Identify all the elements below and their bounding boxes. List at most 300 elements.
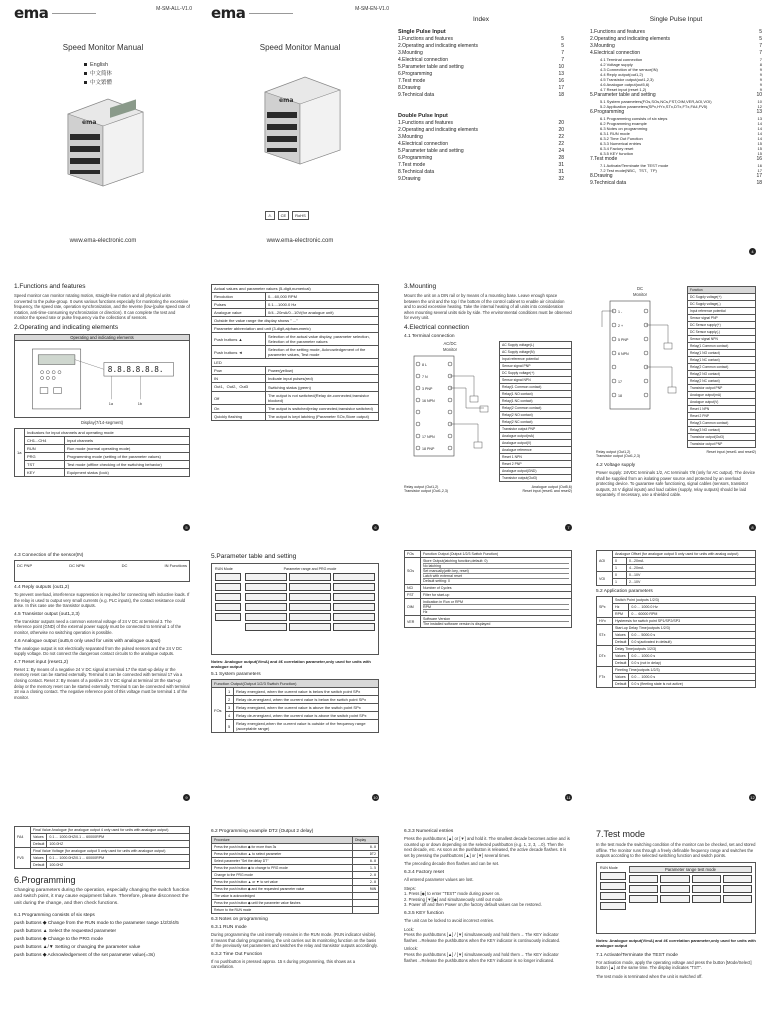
index-entry-page: 22 <box>558 141 564 147</box>
svg-text:16 NPN: 16 NPN <box>422 399 435 404</box>
index-entry[interactable] <box>590 50 762 57</box>
index-entry-title: 6.3.5 KEY function <box>600 151 634 156</box>
index-entry-page: 31 <box>558 162 564 168</box>
legend-row: Relay(1 NO contact) <box>500 390 572 397</box>
index-entry-page: 14 <box>757 131 762 136</box>
table-row: PRG Programming mode (setting of the parameter values) <box>15 452 190 460</box>
table-row: NCI Number of Cycles <box>405 585 572 592</box>
legend-row: Relay(3 Common contact) <box>688 420 756 427</box>
sub-heading: 5.2 Application parameters <box>596 589 653 594</box>
index-entry[interactable] <box>398 176 564 183</box>
svg-text:8 L: 8 L <box>422 363 427 368</box>
section-heading: 5.Parameter table and setting <box>211 553 297 560</box>
diagram-footnote: Relay output (Out1,2) <box>596 450 631 454</box>
diagram-footnote: Reset input (reset1 and reset2) <box>706 450 756 454</box>
analogue-note: Notes: Analogue output(V/mA) and 4€ correlation parameter,only used for units with analogue output <box>211 659 371 669</box>
svg-text:2 +: 2 + <box>618 324 624 329</box>
index-entry-page: 12 <box>757 104 762 109</box>
index-entry-page: 16 <box>558 78 564 84</box>
list-item: 1. Press [◆] to enter "TEST" mode during power on. <box>404 891 501 897</box>
index-entry[interactable] <box>590 43 762 50</box>
index-entry-title: 4.7 Reset input (reset 1,2) <box>600 87 647 92</box>
index-entry-page: 9 <box>759 67 762 72</box>
system-param-table <box>404 550 572 628</box>
index-entry-page: 7 <box>759 57 762 62</box>
index-entry-title: 2.Operating and indicating elements <box>398 43 479 49</box>
cover-page-multilang <box>8 0 198 258</box>
diagram-footnote: Transistor output (Out1,2,3) <box>596 454 641 458</box>
index-entry-page: 31 <box>558 169 564 175</box>
index-entry-page: 18 <box>558 92 564 98</box>
index-entry-title: 7.Test mode <box>398 162 426 168</box>
page-number: 7 <box>565 524 572 531</box>
index-entry-title: 6.3.4 Factory reset <box>600 146 634 151</box>
legend-row: Analogue output(mA) <box>688 392 756 399</box>
legend-row: Analogue output(V) <box>688 399 756 406</box>
index-entry[interactable] <box>398 169 564 176</box>
index-page <box>398 14 564 258</box>
section-heading: 6.Programming <box>14 875 76 885</box>
table-row: Return to the RUN mode <box>212 907 379 914</box>
sub-heading: 4.7 Reset input (reset1,2) <box>14 659 69 665</box>
index-entry-page: 32 <box>558 176 564 182</box>
sub-heading: 4.5 Transistor output (out1,2,3) <box>14 611 80 617</box>
index-entry[interactable] <box>590 36 762 43</box>
index-entry[interactable] <box>398 148 564 155</box>
section-heading: 2.Operating and indicating elements <box>14 323 119 331</box>
index-entry-page: 9 <box>759 72 762 77</box>
sub-heading: 4.3 Connection of the sensor(IN) <box>14 553 84 558</box>
diagram-footnote: Analogue output (Out5,6) <box>531 484 572 489</box>
index-entry-title: 6.2 Programming example <box>600 121 647 126</box>
table-row: 1a Indicators for input channels and operating mode <box>15 428 190 436</box>
table-row: FOs 1 Relay energized, when the current value is below the switch point SPx <box>212 688 379 696</box>
index-entry[interactable] <box>398 57 564 64</box>
table-row: KEY Equipment status (lock) <box>15 468 190 476</box>
index-entry[interactable] <box>398 36 564 43</box>
legend-row: Input reference potential <box>500 355 572 362</box>
page-number: 9 <box>183 794 190 801</box>
index-entry-page: 9 <box>759 87 762 92</box>
application-param-table: SPx Switch Point (outputs 1/2/3) Hz 0.0 ... 1000.0 Hz RPM 0 ... 60000 RPM HYx Hysteresis for switch point SP1/SP2/SP3 STx Start-up Delay Time(outputs 1/2/3) Values 0.0 ... 5000.0 s Default 0.0 s(activated in default) DTx Delay Time(outputs 1/2/3) Values 0.0 ... 1000.0 s Default 0.0 s (not in delay) FTx Fleeting Time(outputs 1/2/3) Values 0.0 ... 1000.0 s Default 0.0 s (fleeting state is not active) <box>596 596 756 688</box>
index-entry-title: 7.2 Test mode(NBC、TST、TP) <box>600 168 657 173</box>
svg-text:1a: 1a <box>108 402 114 407</box>
legend-row: DC Sensor supply(-) <box>688 329 756 336</box>
table-row: Actual values and parameter values (5-digit,numerical) <box>212 285 379 293</box>
single-index-list <box>590 29 762 187</box>
front-panel-drawing <box>15 341 189 415</box>
index-entry-page: 20 <box>558 127 564 133</box>
legend-row: Relay(2 Common contact) <box>500 404 572 411</box>
index-entry-title: 1.Functions and features <box>590 29 646 35</box>
table-row: Out1、Out2、Out3 Switching status (green) <box>212 383 379 392</box>
section-heading: 3.Mounting <box>404 283 437 290</box>
svg-text:1 -: 1 - <box>618 310 623 315</box>
table-row: Off The output is not switched(Relay de-connected,transistor blocked) <box>212 392 379 405</box>
page-sensor-outputs <box>8 546 196 804</box>
index-entry-page: 16 <box>757 163 762 168</box>
manual-code: M-SM-ALL-V1.0 <box>156 6 192 12</box>
page-parameter-table <box>205 546 385 804</box>
paragraph: Reset 1: By means of a negative 24 V DC signal at terminal 17 the start-up delay or the memory reset can be started externally. Terminal 6 can be connected with terminal 17 via a closing contact. Reset 2: By means of a positive 24 V DC signal at terminal 18 the start-up delay or the memory reset can be started externally. Terminal 5 can be connected with terminal 18 via a closing contact. The negative reference point of this voltage must be terminal 1 of the monitor. <box>14 666 190 700</box>
index-entry-title: 6.1 Programming consists of six steps <box>600 116 668 121</box>
paragraph: The transistor outputs need a common external voltage of 24 V DC at terminal 3. The reference point (GND) of the external power supply must be connected to terminal 1 of the monitor, otherwise no switching operation is possible. <box>14 618 182 635</box>
sub-heading: 6.3 Notes on programming <box>211 917 268 922</box>
legend-row: Relay(1 Common contact) <box>500 383 572 390</box>
table-row: VER Software Version The installed software version is displayed <box>405 616 572 628</box>
index-entry-page: 14 <box>757 121 762 126</box>
index-entry-page: 10 <box>558 64 564 70</box>
index-entry[interactable] <box>398 92 564 99</box>
manual-code: M-SM-EN-V1.0 <box>355 6 389 12</box>
table-row: 5 Relay energized,when the current value is outside of the frequency range (acceptable range) <box>212 720 379 733</box>
diagram-footnote: Relay output (Out1,2) <box>404 484 439 489</box>
sub-heading: 4.4 Reply outputs (out1,2) <box>14 585 70 590</box>
index-entry-title: 6.3.2 Time Out Function <box>600 136 643 141</box>
paragraph: Press the pushbuttons [▲] / [▼] simultaneously and hold them→ The KEY indicator flashes→Release the pushbuttons when the KEY indicator is continuously indicated. <box>404 932 561 943</box>
index-entry-page: 8 <box>759 62 762 67</box>
table-row: Analogue value 0/4...20mA/0...10V(for analogue unit) <box>212 309 379 317</box>
index-entry-title: 4.2 Voltage supply <box>600 62 633 67</box>
table-row: TST Test mode (offline checking of the switching behavior) <box>15 460 190 468</box>
index-entry-page: 7 <box>561 50 564 56</box>
language-item[interactable]: English <box>84 62 192 68</box>
index-entry[interactable] <box>398 71 564 78</box>
index-entry-title: 5.Parameter table and setting <box>398 64 464 70</box>
page-application-params <box>590 546 762 804</box>
index-entry-title: 2.Operating and indicating elements <box>398 127 479 133</box>
legend-row: DC Supply voltage(+) <box>688 294 756 301</box>
operating-elements-diagram: Operating and indicating elements 8.8.8.8.8.8. 1a 1b <box>14 334 190 418</box>
index-entry-title: 8.Technical data <box>398 169 435 175</box>
cert-icon: ⚠ <box>265 211 275 220</box>
paragraph: Mount the unit on a DIN rail or by means of a mounting base. Leave enough space between the unit and the top / the bottom of the control cabinet to enable air circulation and to avoid excessive heating. Take the internal heating of all units into consideration when mounting several units side by side. The environmental conditions must be observed for every unit. <box>404 293 572 321</box>
index-entry-title: 4.Electrical connection <box>398 141 449 147</box>
website-url[interactable]: www.ema-electronic.com <box>69 238 137 244</box>
dc-terminal-legend <box>687 286 756 448</box>
index-entry-title: 4.5 Transistor output(out1,2,3) <box>600 77 654 82</box>
single-pulse-index-page <box>590 14 762 258</box>
index-entry[interactable] <box>590 180 762 187</box>
table-row: IN Indicate input pulses(red) <box>212 375 379 383</box>
single-index-title: Single Pulse Input <box>649 16 703 23</box>
index-entry-title: 3.Mounting <box>398 50 423 56</box>
table-row: 3 Relay energized, when the current value is above the switch point SPx <box>212 704 379 712</box>
table-row: OIM Indication in Run or RPM RPM Hz <box>405 599 572 616</box>
table-row: LED <box>212 359 379 367</box>
list-item: push buttons ▲/▼ Setting or changing the parameter value <box>14 945 141 951</box>
index-entry-page: 5 <box>759 36 762 42</box>
rohs-badge: RoHS <box>292 211 309 220</box>
index-entry-page: 20 <box>558 120 564 126</box>
legend-row: Reset 1 NPN <box>500 453 572 460</box>
page-functions <box>8 276 196 534</box>
page-number: 6 <box>372 524 379 531</box>
svg-text:ema: ema <box>279 97 294 104</box>
paragraph: In the test mode the switching condition of the monitor can be checked, set and stored offline. The monitor runs through a freely definable frequency range and switches the outputs according to the selected switching function and switch points. <box>596 842 756 859</box>
table-row: Select parameter "Set the delay DT" 0.0 <box>212 858 379 865</box>
list-item: 3. Power off and then Power on,the factory default values can be restored. <box>404 902 542 908</box>
analog-offset-table: AOI Analogue Offset (for analogue output 5 only used for units with analog output) 0 0...20mA 1 4...20mA VOI 0 0...10V 1 2...10V <box>596 550 756 586</box>
svg-text:3 PNP: 3 PNP <box>422 387 433 392</box>
legend-row: Sensor signal NPN <box>500 376 572 383</box>
lock-label: Lock: <box>404 926 415 932</box>
index-entry-title: 4.6 Analogue output(out5,6) <box>600 82 650 87</box>
index-entry-page: 10 <box>757 99 762 104</box>
index-entry[interactable] <box>398 78 564 85</box>
paragraph: All entered parameter values are lost. <box>404 876 474 882</box>
list-item: push buttons ◆ Change from the RUN mode to the parameter range 1/2/3/4/5 <box>14 921 179 927</box>
index-entry-title: 6.Programming <box>398 71 433 77</box>
legend-row: Analogue output(mA) <box>500 432 572 439</box>
unlock-label: Unlock: <box>404 946 418 952</box>
index-entry-title: 8.Drawing <box>590 173 613 179</box>
paragraph: If no pushbutton is pressed approx. 15 s during programming, this shows as a cancellation. <box>211 958 356 970</box>
sensor-connection-diagram: DC PNP DC NPN DC IN Functions <box>14 560 190 582</box>
index-entry-page: 15 <box>757 146 762 151</box>
legend-row: Relay(2 NO contact) <box>500 411 572 418</box>
index-entry-title: 3.Mounting <box>398 134 423 140</box>
table-row: Revolution 0....60,000 RPM <box>212 293 379 301</box>
index-entry-title: 6.Programming <box>398 155 433 161</box>
index-entry[interactable] <box>398 120 564 127</box>
index-entry-page: 17 <box>756 173 762 179</box>
table-row: On The output is switched(relay connected,transistor switched) <box>212 405 379 413</box>
legend-row: Analogue output(GND) <box>500 467 572 474</box>
table-row: FST Filter for start-up <box>405 592 572 599</box>
table-row: FOs Function Output (Output 1/2/3 Switch Function) <box>405 551 572 558</box>
sub-heading: 6.2 Programming example DT2 (Output 2 delay) <box>211 829 314 834</box>
cover-page-english <box>205 0 395 258</box>
page-number: 12 <box>750 795 755 800</box>
diagram-caption: DC <box>636 286 644 291</box>
index-entry-title: 2.Operating and indicating elements <box>590 36 671 42</box>
sub-heading: 6.1 Programming consists of six steps <box>14 913 95 919</box>
sub-heading: 6.3.4 Factory reset <box>404 869 444 875</box>
index-entry-title: 9.Technical data <box>590 180 627 186</box>
svg-text:1b: 1b <box>137 402 143 407</box>
indicator-table <box>14 428 190 477</box>
legend-row: Reset 2 PNP <box>500 460 572 467</box>
legend-row: Transistor output PNP <box>688 385 756 392</box>
page-system-params <box>398 546 578 804</box>
index-entry-page: 13 <box>558 71 564 77</box>
language-item[interactable]: 中文简体 <box>84 69 192 77</box>
website-url[interactable]: www.ema-electronic.com <box>266 238 334 244</box>
index-entry[interactable] <box>398 64 564 71</box>
display-caption: Display(7/14-segment) <box>80 419 124 425</box>
index-entry-page: 24 <box>558 148 564 154</box>
table-row: Press the push button ◆ to change to PRG mode 1.5 <box>212 865 379 872</box>
index-entry-page: 5 <box>561 43 564 49</box>
table-row: Press the push button ◆ until the parameter value flashes <box>212 900 379 907</box>
table-row: Pulses 0.1....1000.0 Hz <box>212 301 379 309</box>
legend-row: Analogue output(V) <box>500 439 572 446</box>
index-entry-title: 6.3.3 Numerical entries <box>600 141 642 146</box>
svg-text:17: 17 <box>618 380 622 385</box>
diagram-footnote: Reset input (reset1 and reset2) <box>522 488 572 493</box>
device-image <box>245 72 355 167</box>
list-item: push buttons ◆ Change to the PRG mode <box>14 937 104 943</box>
analogue-note: Notes: Analogue output(V/mA) and 4€ correlation parameter,only used for units with analogue output <box>596 937 756 948</box>
ac-terminal-diagram <box>404 352 496 464</box>
legend-row: Relay(3 NO contact) <box>688 427 756 434</box>
sub-heading: 6.3.2 Time Out Function <box>211 951 263 957</box>
legend-row: Relay(1 NC contact) <box>500 397 572 404</box>
index-entry-title: 4.Electrical connection <box>398 57 449 63</box>
svg-text:18: 18 <box>618 394 622 399</box>
index-entry-page: 22 <box>558 134 564 140</box>
dc-terminal-diagram <box>596 297 684 417</box>
index-entry[interactable] <box>590 156 762 163</box>
page-mounting <box>398 276 578 534</box>
legend-header: Function <box>688 287 756 294</box>
page-programming-example <box>205 822 385 1024</box>
legend-row: Relay(2 NO contact) <box>688 371 756 378</box>
svg-text:6 NPN: 6 NPN <box>618 352 629 357</box>
table-row: Outside the value range the display shows " ..." <box>212 317 379 325</box>
legend-row: Input reference potential <box>688 308 756 315</box>
ce-badge: CE <box>278 211 290 220</box>
index-entry-page: 18 <box>756 180 762 186</box>
legend-row: Transistor output(Out3) <box>688 434 756 441</box>
index-entry-page: 7 <box>561 57 564 63</box>
index-entry-title: 3.Mounting <box>590 43 615 49</box>
index-entry[interactable] <box>398 155 564 162</box>
sub-heading: 6.3.1 RUN mode <box>211 925 247 930</box>
diagram-footnote: Transistor output (Out1,2,3) <box>404 488 449 493</box>
index-entry-page: 5 <box>759 29 762 35</box>
page-number: 4 <box>749 248 756 255</box>
page-numerical-entries <box>398 822 578 1024</box>
index-entry[interactable] <box>398 134 564 141</box>
table-row: The value is acknowledged <box>212 893 379 900</box>
sub-heading: 4.6 Analogue output (out5,6 only used for units with analogue output) <box>14 638 161 644</box>
table-row: SOs Store Output(latching function,default: 0) No latching Set manually(with key, reset) Latch with external reset Default setting: 0 <box>405 558 572 585</box>
parameter-flow-diagram: RUN Mode Parameter range and PRG mode <box>211 563 379 655</box>
paragraph: During programming the unit internally remains in the RUN mode. (RUN indicator visible). It means that during programming, the unit carries out its monitoring function on the basis of the previously set parameters and switches the relay and transistor outputs accordingly. <box>211 932 378 949</box>
svg-text:ema: ema <box>82 119 97 126</box>
sub-heading: 4.1 Terminal connection <box>404 333 455 339</box>
table-row: Quickly flashing The output is kept latching (Parameter SOx,Store output) <box>212 413 379 421</box>
index-entry[interactable] <box>398 50 564 57</box>
legend-row: DC Supply voltage(-) <box>688 301 756 308</box>
table-row: Press the push button ▲ to select parameter DT2 <box>212 851 379 858</box>
legend-row: Analogue reference <box>500 446 572 453</box>
legend-row: Sensor signal PNP <box>500 362 572 369</box>
index-entry-title: 6.3 Notes on programming <box>600 126 648 131</box>
svg-text:7 N: 7 N <box>422 375 428 380</box>
sub-heading: 4.2 Voltage supply <box>596 463 636 468</box>
paragraph: For activation mode, apply the operating voltage and press the button [Mode/Select] button [▲] at the same time. The display indicates "TST". <box>596 959 752 971</box>
paragraph: The preceding decade then flashes and can be set. <box>404 861 500 867</box>
index-entry-page: 13 <box>756 109 762 115</box>
page-programming <box>8 822 196 1024</box>
index-entry-title: 6.3.1 RUN mode <box>600 131 630 136</box>
index-entry-title: 5.Parameter table and setting <box>398 148 464 154</box>
sub-heading: 6.3.5 KEY function <box>404 910 444 916</box>
index-entry-title: 4.3 Connection of the sensor(IN) <box>600 67 658 72</box>
index-entry[interactable] <box>590 29 762 36</box>
manual-title: Speed Monitor Manual <box>259 43 341 52</box>
table-row: Change to the PRG mode 2.0 <box>212 872 379 879</box>
section-heading: 1.Functions and features <box>14 283 86 290</box>
section-heading: 7.Test mode <box>596 829 646 839</box>
ac-terminal-legend <box>499 341 572 482</box>
index-entry-title: 7.Test mode <box>590 156 618 162</box>
index-entry-page: 15 <box>757 141 762 146</box>
steps-label: Steps: <box>404 885 416 891</box>
legend-row: Reset 2 PNP <box>688 413 756 420</box>
index-entry-title: 9.Drawing <box>398 176 421 182</box>
page-number: 5 <box>183 524 190 531</box>
index-entry-page: 13 <box>757 116 762 121</box>
index-entry-page: 17 <box>757 168 762 173</box>
index-entry[interactable] <box>398 85 564 92</box>
legend-row: Relay(2 NC contact) <box>500 418 572 425</box>
legend-row: Transistor output PNP <box>500 425 572 432</box>
index-entry-title: 4.1 Terminal connection <box>600 57 643 62</box>
index-entry-title: 7.1 Activate/Terminate the TEST mode <box>600 163 669 168</box>
index-entry-title: 1.Functions and features <box>398 120 454 126</box>
paragraph: The test mode is terminated when the unit is switched off. <box>596 973 703 979</box>
svg-text:17 NPN: 17 NPN <box>422 435 435 440</box>
device-image <box>48 94 158 189</box>
table-row: 4 Relay de-energized, when the current value is above the switch point SPx <box>212 712 379 720</box>
index-entry[interactable] <box>398 141 564 148</box>
svg-text:18 PNP: 18 PNP <box>422 447 435 452</box>
legend-row: Sensor signal NPN <box>688 336 756 343</box>
table-row: Press the push button ◆ for more than 3s 0.0 <box>212 844 379 851</box>
paragraph: Changing parameters during the operation, especially changing the switch function and switch point, it may cause equipment failure. Therefore, please disconnect the unit during the change, and then check functions. <box>14 888 190 906</box>
index-entry-page: 10 <box>756 92 762 98</box>
legend-row: AC Supply voltage(N) <box>500 348 572 355</box>
page-dc-connection <box>590 276 762 534</box>
fos-table: Function Output(Output 1/2/3 Switch Function) FOs 1 Relay energized, when the current value is below the switch point SPx 2 Relay de-energized, when the current value is below the switch point SPx 3 Relay energized, when the current value is above the switch point SPx 4 Relay de-energized, when the current value is above the switch point SPx 5 Relay energized,when the current value is outside of the frequency range (acceptable range) <box>211 679 379 733</box>
index-entry-page: 7 <box>759 50 762 56</box>
index-entry[interactable] <box>590 109 762 116</box>
index-entry[interactable] <box>398 162 564 169</box>
legend-row: Transistor output(Out3) <box>500 474 572 481</box>
language-item[interactable]: 中文繁體 <box>84 78 192 86</box>
legend-row: Relay(1 Common contact) <box>688 343 756 350</box>
page-test-mode <box>590 822 762 1024</box>
index-entry-page: 9 <box>759 82 762 87</box>
paragraph: Power supply: 24VDC terminals 1/2, AC terminals 7/8 (only for AC output). The device shall be supplied from an isolating power source and protected by an overload protecting device. To guarantee safe functioning, signal cables (sensors, transistor outputs, 24 V digital inputs) and load cables (supply, relay outputs) should be laid separately. If necessary, use a shielded cable. <box>596 470 756 498</box>
index-entry-title: 9.Technical data <box>398 92 435 98</box>
index-entry-page: 14 <box>757 126 762 131</box>
paragraph: Press the pushbuttons [▲] or [▼] and hold it. The smallest decade becomes active and is counted up or down depending on the selected pushbutton (e.g. 1, 2, 3, ...0). Then the next decade, etc. As soon as the pushbutton is released, the active decade flashes. It is set by pressing the pushbuttons [▲] or [▼] several times. <box>404 836 570 858</box>
index-entry[interactable] <box>398 43 564 50</box>
index-entry-title: 6.Programming <box>590 109 625 115</box>
diagram-caption: Monitor <box>633 291 647 297</box>
index-entry[interactable] <box>590 92 762 99</box>
test-mode-diagram: RUN Mode Parameter range test mode <box>596 862 756 934</box>
index-entry[interactable] <box>398 127 564 134</box>
paragraph: The analogue output is not electrically separated from the pulsed sensors and the 24 V DC supply voltage. Do not connect the dangerous contact circuits to the analogue outputs. <box>14 645 183 657</box>
brand-logo: ema <box>211 4 246 22</box>
final-value-table: FA4 Final Value Analogue (for analogue output 4 only used for units with analogue output) Values 0.1 ... 1000.0HZ/0.1 ... 60000RPM Default 100.0HZ FV5 Final Value Voltage (for analogue output 5 only used for units with analogue output) Values 0.1 ... 1000.0HZ/0.1 ... 60000RPM Default 100.0HZ <box>14 826 190 869</box>
index-entry[interactable] <box>590 173 762 180</box>
paragraph: Speed monitor can monitor rotating motion, straight-line motion and all physical units converted to the pulse-group. It owns various functions especially for monitoring the excessive frequency, the speed rate, operation synchronization, and the reverse (low-)pulse speed rate of rotation, anti-time-consuming synchronization or direction). It can complete the test and monitor the speed rate or pulse frequency via the collections of sensors. <box>14 293 190 321</box>
display-values-table <box>211 284 379 421</box>
factory-reset-steps <box>404 891 572 908</box>
index-entry-title: 4.Electrical connection <box>590 50 641 56</box>
table-row: Press the push button ▲ or ▼ to set value 2.0 <box>212 879 379 886</box>
sub-heading: 6.3.3 Numerical entries <box>404 829 454 834</box>
table-row: Press the push button ◆ and the requested parameter value RUN <box>212 886 379 893</box>
index-entry-page: 14 <box>757 136 762 141</box>
